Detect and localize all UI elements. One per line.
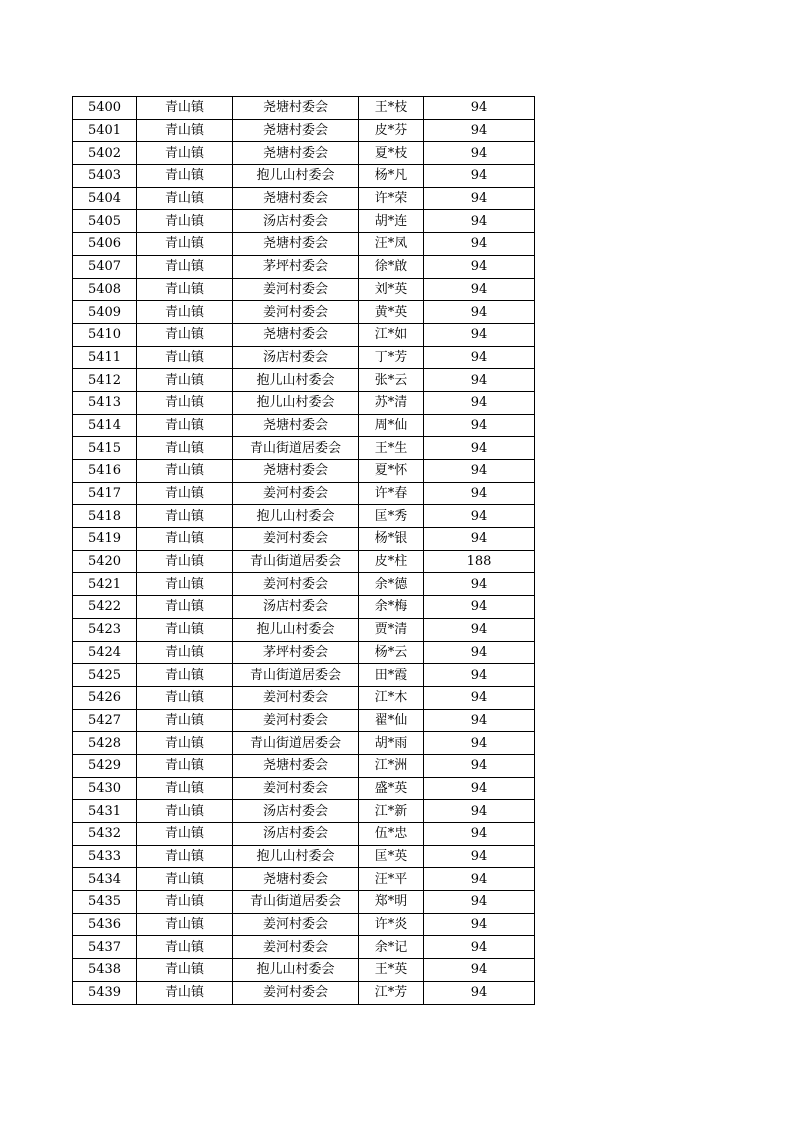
committee-cell: 汤店村委会: [233, 210, 359, 233]
amount-cell: 94: [424, 732, 535, 755]
committee-cell: 姜河村委会: [233, 482, 359, 505]
row-id-cell: 5402: [73, 142, 137, 165]
table-row: [73, 596, 535, 619]
committee-cell: 尧塘村委会: [233, 187, 359, 210]
table-row: [73, 732, 535, 755]
town-cell: 青山镇: [137, 142, 233, 165]
table-row: [73, 119, 535, 142]
committee-cell: 姜河村委会: [233, 686, 359, 709]
table-row: [73, 346, 535, 369]
amount-cell: 94: [424, 391, 535, 414]
town-cell: 青山镇: [137, 505, 233, 528]
table-row: [73, 959, 535, 982]
row-id-cell: 5437: [73, 936, 137, 959]
committee-cell: 汤店村委会: [233, 346, 359, 369]
committee-cell: 姜河村委会: [233, 913, 359, 936]
row-id-cell: 5403: [73, 165, 137, 188]
row-id-cell: 5406: [73, 233, 137, 256]
table-row: [73, 981, 535, 1004]
name-cell: 郑*明: [359, 891, 424, 914]
row-id-cell: 5422: [73, 596, 137, 619]
committee-cell: 尧塘村委会: [233, 119, 359, 142]
table-row: [73, 142, 535, 165]
name-cell: 许*炎: [359, 913, 424, 936]
committee-cell: 尧塘村委会: [233, 97, 359, 120]
table-row: [73, 641, 535, 664]
table-row: [73, 868, 535, 891]
name-cell: 皮*芬: [359, 119, 424, 142]
committee-cell: 抱儿山村委会: [233, 391, 359, 414]
committee-cell: 青山街道居委会: [233, 550, 359, 573]
town-cell: 青山镇: [137, 97, 233, 120]
row-id-cell: 5405: [73, 210, 137, 233]
row-id-cell: 5429: [73, 754, 137, 777]
table-row: [73, 913, 535, 936]
town-cell: 青山镇: [137, 868, 233, 891]
town-cell: 青山镇: [137, 641, 233, 664]
town-cell: 青山镇: [137, 460, 233, 483]
name-cell: 翟*仙: [359, 709, 424, 732]
town-cell: 青山镇: [137, 800, 233, 823]
name-cell: 匡*秀: [359, 505, 424, 528]
town-cell: 青山镇: [137, 369, 233, 392]
name-cell: 苏*清: [359, 391, 424, 414]
table-row: [73, 709, 535, 732]
amount-cell: 94: [424, 187, 535, 210]
row-id-cell: 5434: [73, 868, 137, 891]
name-cell: 王*英: [359, 959, 424, 982]
amount-cell: 94: [424, 210, 535, 233]
row-id-cell: 5424: [73, 641, 137, 664]
committee-cell: 抱儿山村委会: [233, 505, 359, 528]
amount-cell: 94: [424, 800, 535, 823]
amount-cell: 94: [424, 255, 535, 278]
committee-cell: 尧塘村委会: [233, 323, 359, 346]
town-cell: 青山镇: [137, 323, 233, 346]
row-id-cell: 5428: [73, 732, 137, 755]
row-id-cell: 5420: [73, 550, 137, 573]
amount-cell: 94: [424, 460, 535, 483]
table-row: [73, 278, 535, 301]
row-id-cell: 5414: [73, 414, 137, 437]
name-cell: 余*梅: [359, 596, 424, 619]
committee-cell: 抱儿山村委会: [233, 165, 359, 188]
row-id-cell: 5423: [73, 618, 137, 641]
committee-cell: 尧塘村委会: [233, 233, 359, 256]
table-row: [73, 618, 535, 641]
row-id-cell: 5404: [73, 187, 137, 210]
amount-cell: 94: [424, 868, 535, 891]
amount-cell: 94: [424, 414, 535, 437]
table-row: [73, 686, 535, 709]
amount-cell: 94: [424, 437, 535, 460]
amount-cell: 94: [424, 981, 535, 1004]
name-cell: 丁*芳: [359, 346, 424, 369]
table-row: [73, 936, 535, 959]
row-id-cell: 5412: [73, 369, 137, 392]
name-cell: 江*芳: [359, 981, 424, 1004]
amount-cell: 94: [424, 891, 535, 914]
town-cell: 青山镇: [137, 981, 233, 1004]
name-cell: 张*云: [359, 369, 424, 392]
committee-cell: 姜河村委会: [233, 301, 359, 324]
row-id-cell: 5413: [73, 391, 137, 414]
table-row: [73, 391, 535, 414]
committee-cell: 抱儿山村委会: [233, 845, 359, 868]
town-cell: 青山镇: [137, 732, 233, 755]
amount-cell: 94: [424, 369, 535, 392]
table-row: [73, 573, 535, 596]
amount-cell: 94: [424, 142, 535, 165]
name-cell: 刘*英: [359, 278, 424, 301]
town-cell: 青山镇: [137, 391, 233, 414]
town-cell: 青山镇: [137, 664, 233, 687]
amount-cell: 94: [424, 913, 535, 936]
committee-cell: 抱儿山村委会: [233, 618, 359, 641]
town-cell: 青山镇: [137, 777, 233, 800]
amount-cell: 94: [424, 823, 535, 846]
committee-cell: 抱儿山村委会: [233, 959, 359, 982]
row-id-cell: 5401: [73, 119, 137, 142]
table-row: [73, 233, 535, 256]
row-id-cell: 5432: [73, 823, 137, 846]
row-id-cell: 5419: [73, 528, 137, 551]
table-row: [73, 369, 535, 392]
amount-cell: 94: [424, 528, 535, 551]
row-id-cell: 5433: [73, 845, 137, 868]
amount-cell: 94: [424, 777, 535, 800]
committee-cell: 姜河村委会: [233, 528, 359, 551]
table-row: [73, 777, 535, 800]
name-cell: 江*如: [359, 323, 424, 346]
town-cell: 青山镇: [137, 233, 233, 256]
row-id-cell: 5427: [73, 709, 137, 732]
table-row: [73, 891, 535, 914]
amount-cell: 94: [424, 641, 535, 664]
row-id-cell: 5417: [73, 482, 137, 505]
amount-cell: 94: [424, 97, 535, 120]
committee-cell: 青山街道居委会: [233, 732, 359, 755]
town-cell: 青山镇: [137, 119, 233, 142]
amount-cell: 94: [424, 505, 535, 528]
row-id-cell: 5431: [73, 800, 137, 823]
row-id-cell: 5411: [73, 346, 137, 369]
town-cell: 青山镇: [137, 255, 233, 278]
town-cell: 青山镇: [137, 709, 233, 732]
amount-cell: 94: [424, 278, 535, 301]
row-id-cell: 5438: [73, 959, 137, 982]
row-id-cell: 5416: [73, 460, 137, 483]
town-cell: 青山镇: [137, 618, 233, 641]
town-cell: 青山镇: [137, 823, 233, 846]
row-id-cell: 5400: [73, 97, 137, 120]
town-cell: 青山镇: [137, 573, 233, 596]
town-cell: 青山镇: [137, 936, 233, 959]
row-id-cell: 5415: [73, 437, 137, 460]
name-cell: 皮*柱: [359, 550, 424, 573]
name-cell: 江*洲: [359, 754, 424, 777]
amount-cell: 94: [424, 618, 535, 641]
amount-cell: 94: [424, 709, 535, 732]
name-cell: 余*德: [359, 573, 424, 596]
name-cell: 王*生: [359, 437, 424, 460]
town-cell: 青山镇: [137, 301, 233, 324]
table-row: [73, 482, 535, 505]
table-row: [73, 505, 535, 528]
committee-cell: 茅坪村委会: [233, 641, 359, 664]
table-row: [73, 187, 535, 210]
committee-cell: 姜河村委会: [233, 278, 359, 301]
town-cell: 青山镇: [137, 482, 233, 505]
town-cell: 青山镇: [137, 346, 233, 369]
amount-cell: 94: [424, 119, 535, 142]
amount-cell: 94: [424, 686, 535, 709]
name-cell: 贾*清: [359, 618, 424, 641]
name-cell: 周*仙: [359, 414, 424, 437]
table-row: [73, 528, 535, 551]
row-id-cell: 5418: [73, 505, 137, 528]
row-id-cell: 5409: [73, 301, 137, 324]
committee-cell: 尧塘村委会: [233, 754, 359, 777]
committee-cell: 姜河村委会: [233, 573, 359, 596]
name-cell: 江*木: [359, 686, 424, 709]
name-cell: 余*记: [359, 936, 424, 959]
table-row: [73, 845, 535, 868]
name-cell: 许*荣: [359, 187, 424, 210]
amount-cell: 94: [424, 936, 535, 959]
committee-cell: 茅坪村委会: [233, 255, 359, 278]
committee-cell: 姜河村委会: [233, 709, 359, 732]
amount-cell: 94: [424, 323, 535, 346]
table-row: [73, 800, 535, 823]
row-id-cell: 5439: [73, 981, 137, 1004]
committee-cell: 青山街道居委会: [233, 891, 359, 914]
name-cell: 胡*连: [359, 210, 424, 233]
name-cell: 杨*云: [359, 641, 424, 664]
committee-cell: 姜河村委会: [233, 936, 359, 959]
table-row: [73, 165, 535, 188]
roster-table-body: [73, 97, 535, 1005]
town-cell: 青山镇: [137, 528, 233, 551]
amount-cell: 94: [424, 482, 535, 505]
town-cell: 青山镇: [137, 187, 233, 210]
row-id-cell: 5421: [73, 573, 137, 596]
town-cell: 青山镇: [137, 891, 233, 914]
amount-cell: 94: [424, 754, 535, 777]
town-cell: 青山镇: [137, 959, 233, 982]
town-cell: 青山镇: [137, 596, 233, 619]
name-cell: 江*新: [359, 800, 424, 823]
name-cell: 王*枝: [359, 97, 424, 120]
table-row: [73, 210, 535, 233]
table-row: [73, 301, 535, 324]
name-cell: 胡*雨: [359, 732, 424, 755]
town-cell: 青山镇: [137, 414, 233, 437]
name-cell: 汪*平: [359, 868, 424, 891]
table-row: [73, 255, 535, 278]
amount-cell: 94: [424, 845, 535, 868]
town-cell: 青山镇: [137, 437, 233, 460]
name-cell: 徐*啟: [359, 255, 424, 278]
row-id-cell: 5410: [73, 323, 137, 346]
table-row: [73, 97, 535, 120]
town-cell: 青山镇: [137, 754, 233, 777]
table-row: [73, 437, 535, 460]
name-cell: 夏*怀: [359, 460, 424, 483]
row-id-cell: 5407: [73, 255, 137, 278]
committee-cell: 汤店村委会: [233, 596, 359, 619]
committee-cell: 汤店村委会: [233, 800, 359, 823]
row-id-cell: 5436: [73, 913, 137, 936]
committee-cell: 汤店村委会: [233, 823, 359, 846]
row-id-cell: 5430: [73, 777, 137, 800]
table-row: [73, 323, 535, 346]
table-row: [73, 664, 535, 687]
committee-cell: 尧塘村委会: [233, 868, 359, 891]
town-cell: 青山镇: [137, 550, 233, 573]
name-cell: 盛*英: [359, 777, 424, 800]
committee-cell: 姜河村委会: [233, 777, 359, 800]
amount-cell: 94: [424, 301, 535, 324]
name-cell: 伍*忠: [359, 823, 424, 846]
name-cell: 匡*英: [359, 845, 424, 868]
name-cell: 杨*凡: [359, 165, 424, 188]
committee-cell: 尧塘村委会: [233, 460, 359, 483]
name-cell: 夏*枝: [359, 142, 424, 165]
committee-cell: 抱儿山村委会: [233, 369, 359, 392]
amount-cell: 94: [424, 596, 535, 619]
amount-cell: 94: [424, 165, 535, 188]
amount-cell: 94: [424, 959, 535, 982]
committee-cell: 尧塘村委会: [233, 414, 359, 437]
row-id-cell: 5426: [73, 686, 137, 709]
town-cell: 青山镇: [137, 913, 233, 936]
table-row: [73, 754, 535, 777]
amount-cell: 94: [424, 664, 535, 687]
committee-cell: 尧塘村委会: [233, 142, 359, 165]
name-cell: 汪*凤: [359, 233, 424, 256]
table-row: [73, 550, 535, 573]
committee-cell: 姜河村委会: [233, 981, 359, 1004]
name-cell: 田*霞: [359, 664, 424, 687]
amount-cell: 94: [424, 573, 535, 596]
amount-cell: 94: [424, 233, 535, 256]
amount-cell: 94: [424, 346, 535, 369]
town-cell: 青山镇: [137, 165, 233, 188]
table-row: [73, 823, 535, 846]
table-row: [73, 414, 535, 437]
row-id-cell: 5435: [73, 891, 137, 914]
name-cell: 杨*银: [359, 528, 424, 551]
town-cell: 青山镇: [137, 845, 233, 868]
row-id-cell: 5425: [73, 664, 137, 687]
name-cell: 许*春: [359, 482, 424, 505]
town-cell: 青山镇: [137, 686, 233, 709]
town-cell: 青山镇: [137, 210, 233, 233]
table-row: [73, 460, 535, 483]
amount-cell: 188: [424, 550, 535, 573]
committee-cell: 青山街道居委会: [233, 437, 359, 460]
committee-cell: 青山街道居委会: [233, 664, 359, 687]
roster-table: [72, 96, 535, 1005]
name-cell: 黄*英: [359, 301, 424, 324]
town-cell: 青山镇: [137, 278, 233, 301]
row-id-cell: 5408: [73, 278, 137, 301]
